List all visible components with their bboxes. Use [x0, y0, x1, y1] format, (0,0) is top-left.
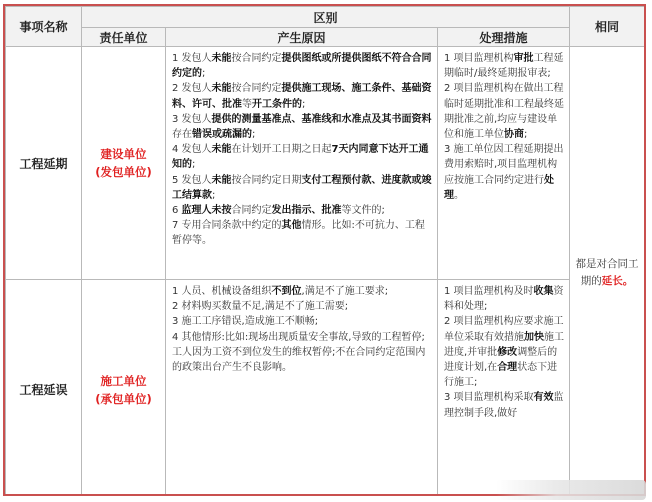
text-run: 资料和处理; — [444, 286, 564, 313]
text-run: 发出指示、批准 — [271, 205, 342, 217]
text-run: 2 项目监理机构在做出工程临时延期批准和工程最终延期批准之前,均应与建设单位和施工单位 — [444, 83, 564, 141]
causes-extension — [166, 47, 438, 280]
text-run: 1 发包人 — [172, 53, 212, 64]
text-run: 未能 — [211, 174, 232, 186]
text-run: 7天内同意下达开工通知的 — [172, 144, 429, 171]
text-run: ; — [302, 98, 306, 110]
unit-label: 施工单位 — [100, 373, 147, 388]
list-item — [172, 173, 432, 203]
text-run: 存在 — [172, 129, 192, 141]
text-run: 6 — [172, 205, 182, 217]
text-run: 协商 — [504, 129, 524, 141]
list-item — [172, 142, 432, 172]
text-run: 7 专用合同条款中约定的 — [172, 220, 282, 232]
text-run: 3 施工单位因工程延期提出费用索赔时,项目监理机构应按施工合同约定进行 — [444, 144, 564, 186]
text-run: 提供施工现场、施工条件、基础资料、许可、批准 — [172, 83, 432, 110]
same-suffix: 。 — [622, 275, 634, 287]
text-run: 情形。比如:不可抗力、工程暂停等。 — [172, 220, 425, 247]
text-run: 在计划开工日期之日起 — [231, 144, 332, 156]
list-item — [172, 299, 432, 314]
list-item — [172, 330, 432, 376]
list-item — [444, 390, 564, 420]
text-run: 调整后的进度计划,在 — [444, 346, 558, 374]
text-run: 不到位 — [271, 286, 302, 297]
table-row-delay — [6, 280, 645, 497]
text-run: 提供的测量基准点、基准线和水准点及其书面资料 — [211, 113, 432, 125]
text-run: ; — [252, 129, 256, 141]
list-item — [444, 314, 564, 390]
text-run: 4 其他情形:比如:现场出现质量安全事故,导致的工程暂停;工人因为工资不到位发生的维权暂停;不在合同约定范围内的政策出台产生不良影响。 — [172, 331, 426, 374]
text-run: 未能 — [211, 53, 232, 64]
text-run: 提供图纸或所提供图纸不符合合同约定的 — [172, 53, 432, 80]
header-measures: 处理措施 — [438, 28, 570, 47]
text-run: 4 发包人 — [172, 144, 212, 156]
text-run: 2 发包人 — [172, 83, 212, 95]
header-same: 相同 — [570, 7, 645, 47]
text-run: 按合同约定日期 — [231, 174, 302, 186]
unit-label: 建设单位 — [100, 147, 147, 161]
text-run: 其他 — [281, 220, 302, 232]
list-item — [172, 284, 432, 299]
list-item — [172, 51, 432, 81]
text-run: 2 材料购买数量不足,满足不了施工需要; — [172, 301, 349, 313]
row-name-extension: 工程延期 — [6, 47, 82, 280]
text-run: 支付工程预付款、进度款或竣工结算款 — [172, 174, 432, 201]
text-run: ; — [524, 129, 528, 141]
list-item — [172, 112, 432, 142]
list-item — [444, 51, 564, 81]
text-run: 3 施工工序错误,造成施工不顺畅; — [172, 316, 319, 328]
text-run: 未能 — [211, 83, 232, 95]
text-run: ; — [202, 68, 206, 80]
text-run: 未能 — [211, 144, 232, 156]
text-run: 状态下进行施工; — [444, 362, 558, 389]
text-run: 2 项目监理机构应要求施工单位采取有效措施 — [444, 316, 564, 343]
measures-extension — [438, 47, 570, 280]
same-highlight: 延长 — [601, 275, 623, 287]
same-text: 都是对合同工期的 — [575, 258, 639, 287]
text-run: 监理人未按 — [181, 205, 232, 217]
text-run: 有效 — [533, 392, 554, 404]
text-run: 收集 — [533, 286, 554, 297]
list-item — [444, 284, 564, 314]
text-run: ; — [212, 189, 216, 201]
table-row-extension — [6, 47, 645, 280]
list-item — [172, 203, 432, 218]
comparison-table-frame — [3, 4, 646, 496]
text-run: 1 人员、机械设备组织 — [172, 286, 272, 297]
header-difference: 区别 — [82, 7, 570, 28]
text-run: 等文件的; — [341, 205, 385, 217]
text-run: ,满足不了施工要求; — [301, 286, 389, 297]
unit-sublabel: (承包单位) — [95, 391, 152, 406]
text-run: 合同约定 — [231, 205, 272, 217]
measures-delay — [438, 280, 570, 497]
text-run: ; — [192, 159, 196, 171]
list-item — [172, 314, 432, 329]
list-item — [444, 142, 564, 203]
header-cause: 产生原因 — [166, 28, 438, 47]
header-responsible-unit: 责任单位 — [82, 28, 166, 47]
text-run: 1 项目监理机构及时 — [444, 286, 534, 297]
text-run: 按合同约定 — [231, 53, 282, 64]
text-run: 。 — [454, 189, 464, 201]
responsible-unit-delay — [82, 280, 166, 497]
text-run: 开工条件的 — [252, 98, 302, 110]
text-run: 审批 — [513, 53, 534, 64]
text-run: 3 发包人 — [172, 113, 212, 125]
same-description — [570, 47, 645, 497]
header-item-name: 事项名称 — [6, 7, 82, 47]
text-run: 1 项目监理机构 — [444, 53, 514, 64]
text-run: 合理 — [497, 362, 518, 374]
row-name-delay: 工程延误 — [6, 280, 82, 497]
causes-delay — [166, 280, 438, 497]
text-run: 按合同约定 — [231, 83, 282, 95]
text-run: 修改 — [497, 346, 518, 358]
text-run: 处理 — [444, 174, 554, 201]
text-run: 3 项目监理机构采取 — [444, 392, 534, 404]
responsible-unit-extension — [82, 47, 166, 280]
text-run: 错误或疏漏的 — [192, 129, 252, 141]
text-run: 等 — [242, 98, 252, 110]
comparison-table — [5, 6, 645, 496]
text-run: 工程延期临时/最终延期报审表; — [444, 53, 564, 80]
text-run: 监理控制手段,做好 — [444, 392, 564, 419]
text-run: 加快 — [524, 331, 544, 343]
text-run: 施工进度,并审批 — [444, 331, 564, 358]
list-item — [444, 81, 564, 142]
watermark-overlay — [496, 480, 646, 500]
text-run: 5 发包人 — [172, 174, 212, 186]
list-item — [172, 218, 432, 248]
list-item — [172, 81, 432, 111]
unit-sublabel: (发包单位) — [95, 165, 152, 179]
